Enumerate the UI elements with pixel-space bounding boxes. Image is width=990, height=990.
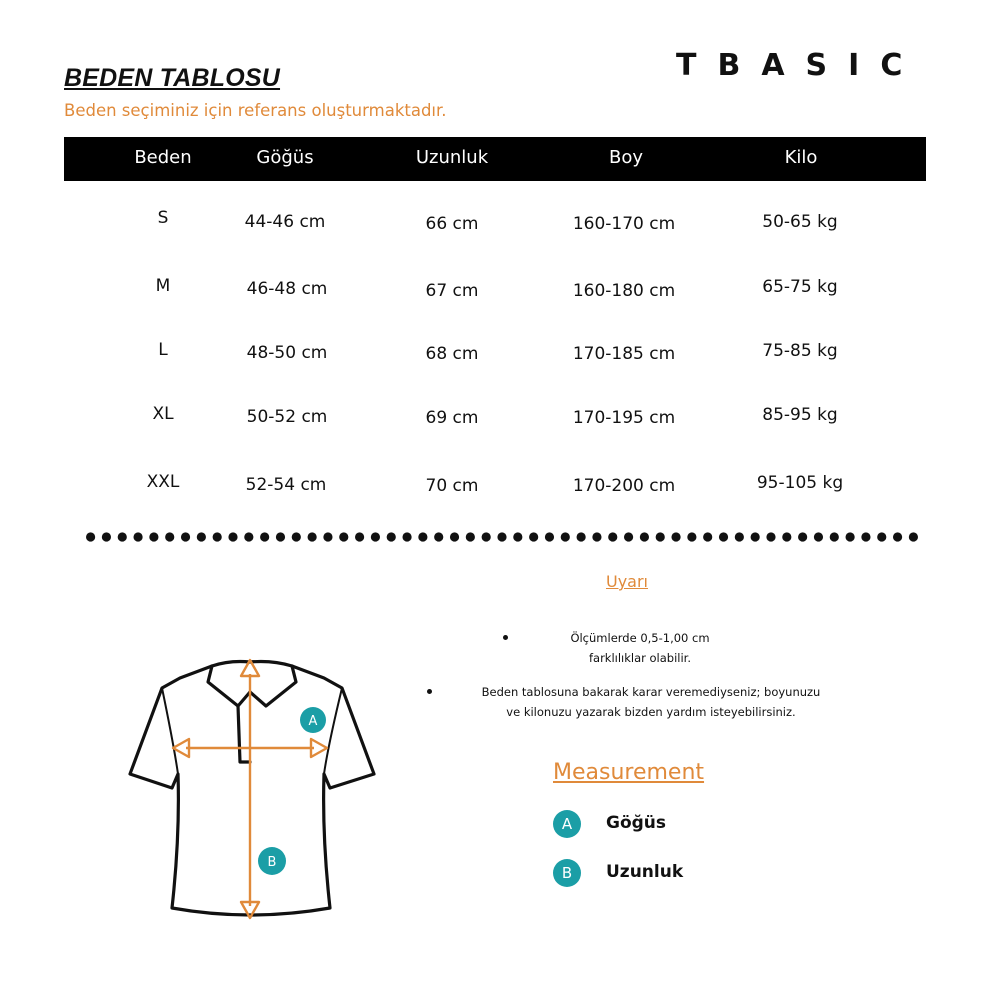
table-cell: 50-65 kg bbox=[762, 212, 838, 232]
page-title: BEDEN TABLOSU bbox=[64, 64, 281, 92]
divider-dot bbox=[213, 532, 222, 541]
divider-dot bbox=[497, 532, 506, 541]
legend-label-chest: Göğüs bbox=[606, 813, 667, 833]
page-subtitle: Beden seçiminiz için referans oluşturmaktadır. bbox=[64, 101, 447, 120]
table-cell: 170-200 cm bbox=[572, 476, 676, 496]
table-cell: 170-185 cm bbox=[572, 344, 676, 364]
table-cell: 65-75 kg bbox=[762, 277, 838, 297]
divider-dot bbox=[149, 532, 158, 541]
divider-dot bbox=[703, 532, 712, 541]
table-cell: 68 cm bbox=[425, 344, 479, 364]
divider-dot bbox=[782, 532, 791, 541]
warning-item-line: ve kilonuzu yazarak bizden yardım isteyebilirsiniz. bbox=[506, 705, 796, 719]
divider-dot bbox=[418, 532, 427, 541]
bullet-icon bbox=[503, 635, 508, 640]
divider-dot bbox=[244, 532, 253, 541]
table-cell: 95-105 kg bbox=[756, 473, 844, 493]
column-header-kilo: Kilo bbox=[784, 147, 818, 168]
table-cell: 85-95 kg bbox=[762, 405, 838, 425]
divider-dot bbox=[402, 532, 411, 541]
table-row bbox=[0, 472, 990, 502]
divider-dot bbox=[687, 532, 696, 541]
size-table-header bbox=[64, 137, 926, 181]
divider-dot bbox=[656, 532, 665, 541]
divider-dot bbox=[577, 532, 586, 541]
divider-dot bbox=[323, 532, 332, 541]
divider-dot bbox=[877, 532, 886, 541]
polo-shirt-outline-icon bbox=[126, 656, 382, 922]
table-cell: 69 cm bbox=[425, 408, 479, 428]
divider-dot bbox=[434, 532, 443, 541]
divider-dot bbox=[893, 532, 902, 541]
warning-item-line: Ölçümlerde 0,5-1,00 cm bbox=[570, 631, 710, 645]
legend-badge-a: A bbox=[553, 810, 581, 838]
column-header-gogus: Göğüs bbox=[256, 147, 314, 168]
brand-logo: TBASIC bbox=[676, 48, 924, 83]
table-cell: 70 cm bbox=[425, 476, 479, 496]
table-cell: 66 cm bbox=[425, 214, 479, 234]
table-cell: 48-50 cm bbox=[246, 343, 328, 363]
divider-dot bbox=[529, 532, 538, 541]
table-cell: 67 cm bbox=[425, 281, 479, 301]
table-cell: 160-170 cm bbox=[572, 214, 676, 234]
divider-dot bbox=[751, 532, 760, 541]
measurement-title: Measurement bbox=[553, 760, 705, 785]
dotted-divider bbox=[86, 530, 918, 544]
divider-dot bbox=[466, 532, 475, 541]
table-cell: 50-52 cm bbox=[246, 407, 328, 427]
divider-dot bbox=[276, 532, 285, 541]
table-cell: L bbox=[158, 340, 168, 360]
divider-dot bbox=[846, 532, 855, 541]
divider-dot bbox=[292, 532, 301, 541]
divider-dot bbox=[102, 532, 111, 541]
divider-dot bbox=[798, 532, 807, 541]
table-row bbox=[0, 208, 990, 238]
divider-dot bbox=[561, 532, 570, 541]
divider-dot bbox=[861, 532, 870, 541]
table-cell: 160-180 cm bbox=[572, 281, 676, 301]
divider-dot bbox=[909, 532, 918, 541]
divider-dot bbox=[260, 532, 269, 541]
chart-badge-b bbox=[258, 847, 286, 875]
table-cell: S bbox=[157, 208, 169, 228]
table-cell: 46-48 cm bbox=[246, 279, 328, 299]
column-header-uzunluk: Uzunluk bbox=[415, 147, 489, 168]
warning-item-line: Beden tablosuna bakarak karar veremediyseniz; boyunuzu bbox=[481, 685, 821, 699]
divider-dot bbox=[228, 532, 237, 541]
divider-dot bbox=[339, 532, 348, 541]
table-cell: XXL bbox=[146, 472, 180, 492]
divider-dot bbox=[830, 532, 839, 541]
legend-badge-b: B bbox=[553, 859, 581, 887]
legend-label-length: Uzunluk bbox=[606, 862, 684, 882]
divider-dot bbox=[719, 532, 728, 541]
warning-item bbox=[540, 628, 740, 668]
divider-dot bbox=[371, 532, 380, 541]
divider-dot bbox=[624, 532, 633, 541]
chart-badge-a bbox=[300, 707, 326, 733]
divider-dot bbox=[450, 532, 459, 541]
divider-dot bbox=[133, 532, 142, 541]
table-row bbox=[0, 276, 990, 306]
table-cell: M bbox=[155, 276, 171, 296]
warning-item-line: farklılıklar olabilir. bbox=[588, 651, 692, 665]
divider-dot bbox=[640, 532, 649, 541]
divider-dot bbox=[165, 532, 174, 541]
bullet-icon bbox=[427, 689, 432, 694]
badge-b-label: B bbox=[267, 855, 277, 870]
divider-dot bbox=[545, 532, 554, 541]
table-cell: 75-85 kg bbox=[762, 341, 838, 361]
divider-dot bbox=[118, 532, 127, 541]
table-row bbox=[0, 340, 990, 370]
table-cell: XL bbox=[152, 404, 174, 424]
divider-dot bbox=[86, 532, 95, 541]
divider-dot bbox=[355, 532, 364, 541]
divider-dot bbox=[592, 532, 601, 541]
divider-dot bbox=[308, 532, 317, 541]
badge-a-label: A bbox=[308, 714, 318, 729]
table-cell: 52-54 cm bbox=[245, 475, 327, 495]
divider-dot bbox=[181, 532, 190, 541]
table-cell: 44-46 cm bbox=[244, 212, 326, 232]
divider-dot bbox=[814, 532, 823, 541]
divider-dot bbox=[735, 532, 744, 541]
divider-dot bbox=[513, 532, 522, 541]
divider-dot bbox=[387, 532, 396, 541]
warning-title: Uyarı bbox=[605, 572, 649, 591]
warning-item bbox=[448, 682, 854, 722]
table-cell: 170-195 cm bbox=[572, 408, 676, 428]
divider-dot bbox=[197, 532, 206, 541]
divider-dot bbox=[482, 532, 491, 541]
table-row bbox=[0, 404, 990, 434]
divider-dot bbox=[671, 532, 680, 541]
divider-dot bbox=[766, 532, 775, 541]
column-header-boy: Boy bbox=[608, 147, 644, 168]
column-header-beden: Beden bbox=[134, 147, 192, 168]
divider-dot bbox=[608, 532, 617, 541]
